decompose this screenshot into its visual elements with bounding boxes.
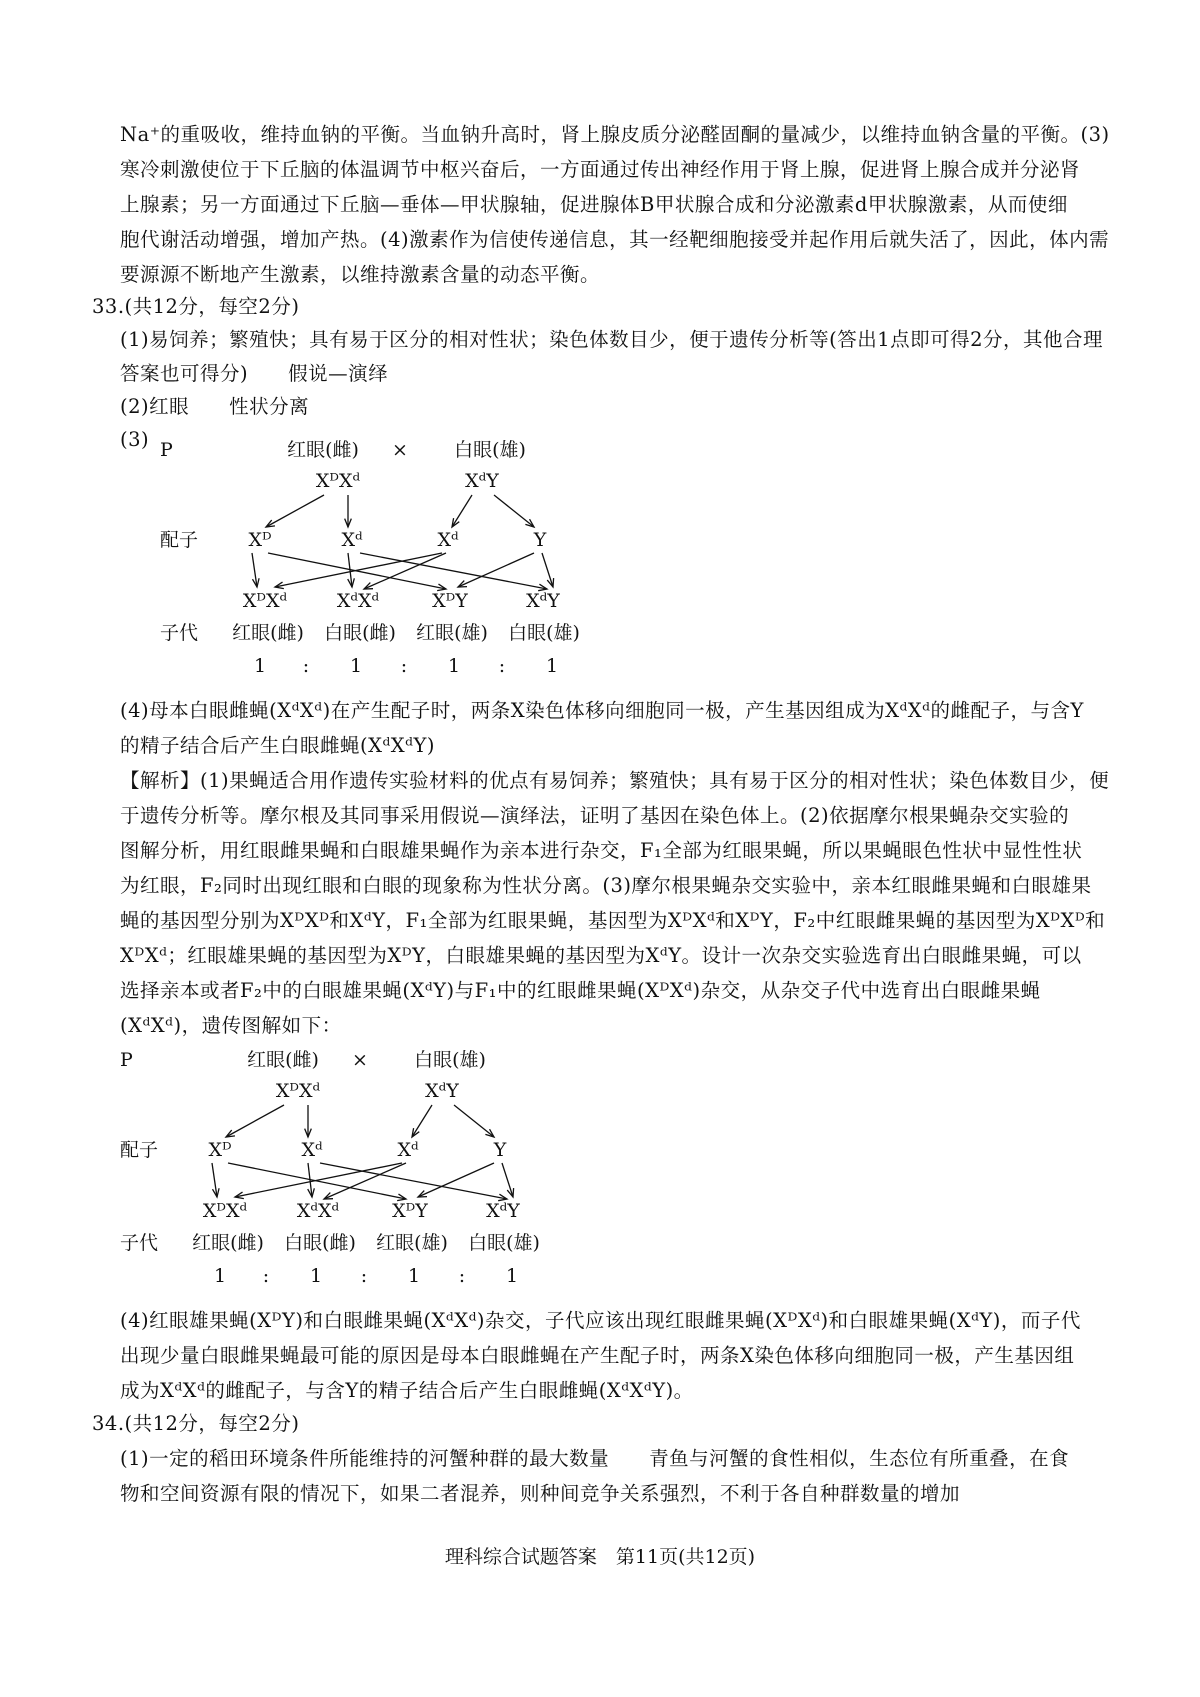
q33-analysis-line-2: 于遗传分析等。摩尔根及其同事采用假说—演绎法，证明了基因在染色体上。(2)依据摩尔根果蝇杂交实验的 [120, 804, 1070, 827]
arrow-female-gamete-0 [266, 495, 324, 527]
offspring-genotype-0: XᴰXᵈ [242, 590, 288, 612]
gamete-2: Xᵈ [397, 1139, 419, 1161]
q33-analysis-4-line-2: 出现少量白眼雌果蝇最可能的原因是母本白眼雌蝇在产生配子时，两条X染色体移向细胞同一极，产生基因组 [120, 1344, 1075, 1367]
intro-line-1: Na⁺的重吸收，维持血钠的平衡。当血钠升高时，肾上腺皮质分泌醛固酮的量减少，以维持血钠含量的平衡。(3) [120, 123, 1110, 146]
arrow-g2-o1 [324, 1163, 406, 1199]
offspring-phenotype-1: 白眼(雌) [284, 1232, 356, 1254]
ratio-1: : [302, 655, 310, 677]
offspring-genotype-1: XᵈXᵈ [336, 590, 380, 612]
q33-analysis-line-5: 蝇的基因型分别为XᴰXᴰ和XᵈY，F₁全部为红眼果蝇，基因型为XᴰXᵈ和XᴰY，F₂中红眼雌果蝇的基因型为XᴰXᴰ和 [120, 909, 1106, 932]
ratio-6: 1 [545, 655, 559, 677]
offspring-genotype-1: XᵈXᵈ [296, 1200, 340, 1222]
q33-answer-3: (3) [120, 428, 150, 451]
offspring-phenotype-2: 红眼(雄) [376, 1232, 448, 1254]
arrow-g3-o3 [502, 1163, 514, 1197]
female-genotype: XᴰXᵈ [315, 470, 361, 492]
arrow-female-gamete-1 [345, 495, 352, 527]
ratio-1: : [262, 1265, 270, 1287]
q33-analysis-line-8: (XᵈXᵈ)，遗传图解如下： [120, 1014, 342, 1037]
arrow-g0-o2 [268, 553, 446, 591]
arrow-g0-o0 [212, 1163, 219, 1197]
q33-analysis-4-line-1: (4)红眼雄果蝇(XᴰY)和白眼雌果蝇(XᵈXᵈ)杂交，子代应该出现红眼雌果蝇(XᴰXᵈ)和白眼雄果蝇(XᵈY)，而子代 [120, 1309, 1081, 1332]
q33-answer-2: (2)红眼 性状分离 [120, 395, 310, 418]
offspring-label: 子代 [160, 622, 199, 644]
male-genotype: XᵈY [465, 470, 499, 492]
arrow-female-gamete-1 [305, 1105, 312, 1137]
arrow-male-gamete-2 [412, 1105, 432, 1137]
ratio-5: : [458, 1265, 466, 1287]
gamete-3: Y [533, 529, 547, 551]
q33-answer-1-line-2: 答案也可得分) 假说—演绎 [120, 362, 389, 385]
q34-answer-1-line-1: (1)一定的稻田环境条件所能维持的河蟹种群的最大数量 青鱼与河蟹的食性相似，生态位有所重叠，在食 [120, 1447, 1070, 1470]
arrow-male-gamete-3 [494, 495, 534, 527]
offspring-phenotype-0: 红眼(雌) [192, 1232, 264, 1254]
ratio-0: 1 [253, 655, 267, 677]
ratio-2: 1 [349, 655, 363, 677]
arrow-female-gamete-0 [226, 1105, 284, 1137]
intro-line-2: 寒冷刺激使位于下丘脑的体温调节中枢兴奋后，一方面通过传出神经作用于肾上腺，促进肾上腺合成并分泌肾 [120, 158, 1081, 181]
ratio-5: : [498, 655, 506, 677]
arrow-g1-o3 [320, 1163, 507, 1201]
ratio-4: 1 [447, 655, 461, 677]
ratio-3: : [400, 655, 408, 677]
arrow-g0-o0 [252, 553, 259, 587]
offspring-phenotype-3: 白眼(雄) [468, 1232, 540, 1254]
q33-analysis-line-4: 为红眼，F₂同时出现红眼和白眼的现象称为性状分离。(3)摩尔根果蝇杂交实验中，亲本红眼雌果蝇和白眼雄果 [120, 874, 1092, 897]
q33-analysis-4-line-3: 成为XᵈXᵈ的雌配子，与含Y的精子结合后产生白眼雌蝇(XᵈXᵈY)。 [120, 1379, 694, 1402]
arrow-g3-o2 [418, 1163, 494, 1197]
q33-analysis-line-1: 【解析】(1)果蝇适合用作遗传实验材料的优点有易饲养；繁殖快；具有易于区分的相对性状；染色体数目少，便 [120, 769, 1110, 792]
gamete-1: Xᵈ [301, 1139, 323, 1161]
ratio-2: 1 [309, 1265, 323, 1287]
p-label: P [120, 1049, 133, 1071]
female-parent: 红眼(雌) [287, 439, 359, 461]
offspring-genotype-2: XᴰY [392, 1200, 428, 1222]
offspring-genotype-0: XᴰXᵈ [202, 1200, 248, 1222]
intro-line-5: 要源源不断地产生激素，以维持激素含量的动态平衡。 [120, 263, 601, 286]
q33-answer-1-line-1: (1)易饲养；繁殖快；具有易于区分的相对性状；染色体数目少，便于遗传分析等(答出1点即可得2分，其他合理 [120, 328, 1104, 351]
q33-answer-4-line-2: 的精子结合后产生白眼雌蝇(XᵈXᵈY) [120, 734, 435, 757]
arrow-g1-o3 [360, 553, 547, 591]
offspring-phenotype-1: 白眼(雌) [324, 622, 396, 644]
offspring-phenotype-2: 红眼(雄) [416, 622, 488, 644]
ratio-6: 1 [505, 1265, 519, 1287]
male-genotype: XᵈY [425, 1080, 459, 1102]
gamete-label: 配子 [160, 529, 199, 551]
arrow-g3-o2 [458, 553, 534, 587]
intro-line-3: 上腺素；另一方面通过下丘脑—垂体—甲状腺轴，促进腺体B甲状腺合成和分泌激素d甲状腺激素，从而使细 [120, 193, 1068, 216]
genetic-diagram-1 [0, 435, 600, 700]
intro-line-4: 胞代谢活动增强，增加产热。(4)激素作为信使传递信息，其一经靶细胞接受并起作用后就失活了，因此，体内需 [120, 228, 1110, 251]
q33-analysis-line-3: 图解分析，用红眼雌果蝇和白眼雄果蝇作为亲本进行杂交，F₁全部为红眼果蝇，所以果蝇眼色性状中显性性状 [120, 839, 1083, 862]
q33-analysis-line-6: XᴰXᵈ；红眼雄果蝇的基因型为XᴰY，白眼雄果蝇的基因型为XᵈY。设计一次杂交实验选育出白眼雌果蝇，可以 [120, 944, 1082, 967]
offspring-genotype-3: XᵈY [486, 1200, 520, 1222]
arrow-g2-o1 [364, 553, 446, 589]
offspring-genotype-2: XᴰY [432, 590, 468, 612]
genetic-diagram-2 [0, 1045, 600, 1310]
ratio-3: : [360, 1265, 368, 1287]
arrow-male-gamete-2 [452, 495, 472, 527]
gamete-label: 配子 [120, 1139, 159, 1161]
q33-answer-4-line-1: (4)母本白眼雌蝇(XᵈXᵈ)在产生配子时，两条X染色体移向细胞同一极，产生基因组成为XᵈXᵈ的雌配子，与含Y [120, 699, 1084, 722]
gamete-2: Xᵈ [437, 529, 459, 551]
arrow-male-gamete-3 [454, 1105, 494, 1137]
page-footer: 理科综合试题答案 第11页(共12页) [444, 1546, 756, 1568]
offspring-genotype-3: XᵈY [526, 590, 560, 612]
p-label: P [160, 439, 173, 461]
gamete-0: Xᴰ [248, 529, 272, 551]
q33-analysis-line-7: 选择亲本或者F₂中的白眼雄果蝇(XᵈY)与F₁中的红眼雌果蝇(XᴰXᵈ)杂交，从杂交子代中选育出白眼雌果蝇 [120, 979, 1041, 1002]
q34-heading: 34.(共12分，每空2分) [92, 1412, 300, 1435]
gamete-1: Xᵈ [341, 529, 363, 551]
arrow-g0-o2 [228, 1163, 406, 1201]
cross-symbol: × [352, 1049, 368, 1071]
ratio-4: 1 [407, 1265, 421, 1287]
male-parent: 白眼(雄) [454, 439, 526, 461]
gamete-0: Xᴰ [208, 1139, 232, 1161]
arrow-g3-o3 [542, 553, 554, 587]
female-parent: 红眼(雌) [247, 1049, 319, 1071]
female-genotype: XᴰXᵈ [275, 1080, 321, 1102]
q34-answer-1-line-2: 物和空间资源有限的情况下，如果二者混养，则种间竞争关系强烈，不利于各自种群数量的增加 [120, 1482, 961, 1505]
q33-heading: 33.(共12分，每空2分) [92, 295, 300, 318]
offspring-label: 子代 [120, 1232, 159, 1254]
gamete-3: Y [493, 1139, 507, 1161]
offspring-phenotype-3: 白眼(雄) [508, 622, 580, 644]
offspring-phenotype-0: 红眼(雌) [232, 622, 304, 644]
cross-symbol: × [392, 439, 408, 461]
male-parent: 白眼(雄) [414, 1049, 486, 1071]
ratio-0: 1 [213, 1265, 227, 1287]
